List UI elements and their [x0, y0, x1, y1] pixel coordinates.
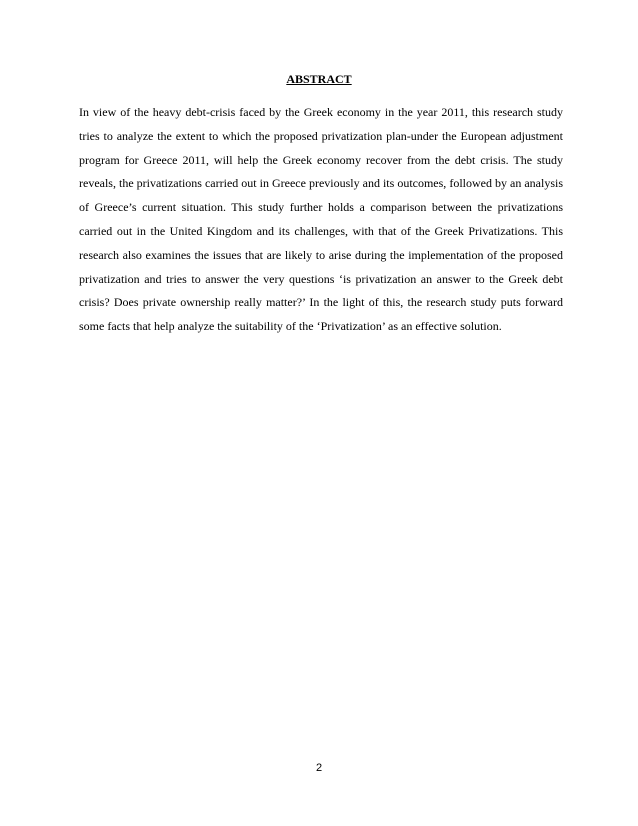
page-number: 2 — [315, 762, 323, 774]
abstract-paragraph: In view of the heavy debt-crisis faced by the Greek economy in the year 2011, this research study tries to analyze the extent to which the proposed privatization plan-under the European adjustment program for Greece 2011, will help the Greek economy recover from the debt crisis. The study reveals, the privatizations carried out in Greece previously and its outcomes, followed by an analysis of Greece’s current situation. This study further holds a comparison between the privatizations carried out in the United Kingdom and its challenges, with that of the Greek Privatizations. This research also examines the issues that are likely to arise during the implementation of the proposed privatization and tries to answer the very questions ‘is privatization an answer to the Greek debt crisis? Does private ownership really matter?’ In the light of this, the research study puts forward some facts that help analyze the suitability of the ‘Privatization’ as an effective solution. — [79, 105, 563, 334]
abstract-heading: ABSTRACT — [286, 72, 352, 86]
